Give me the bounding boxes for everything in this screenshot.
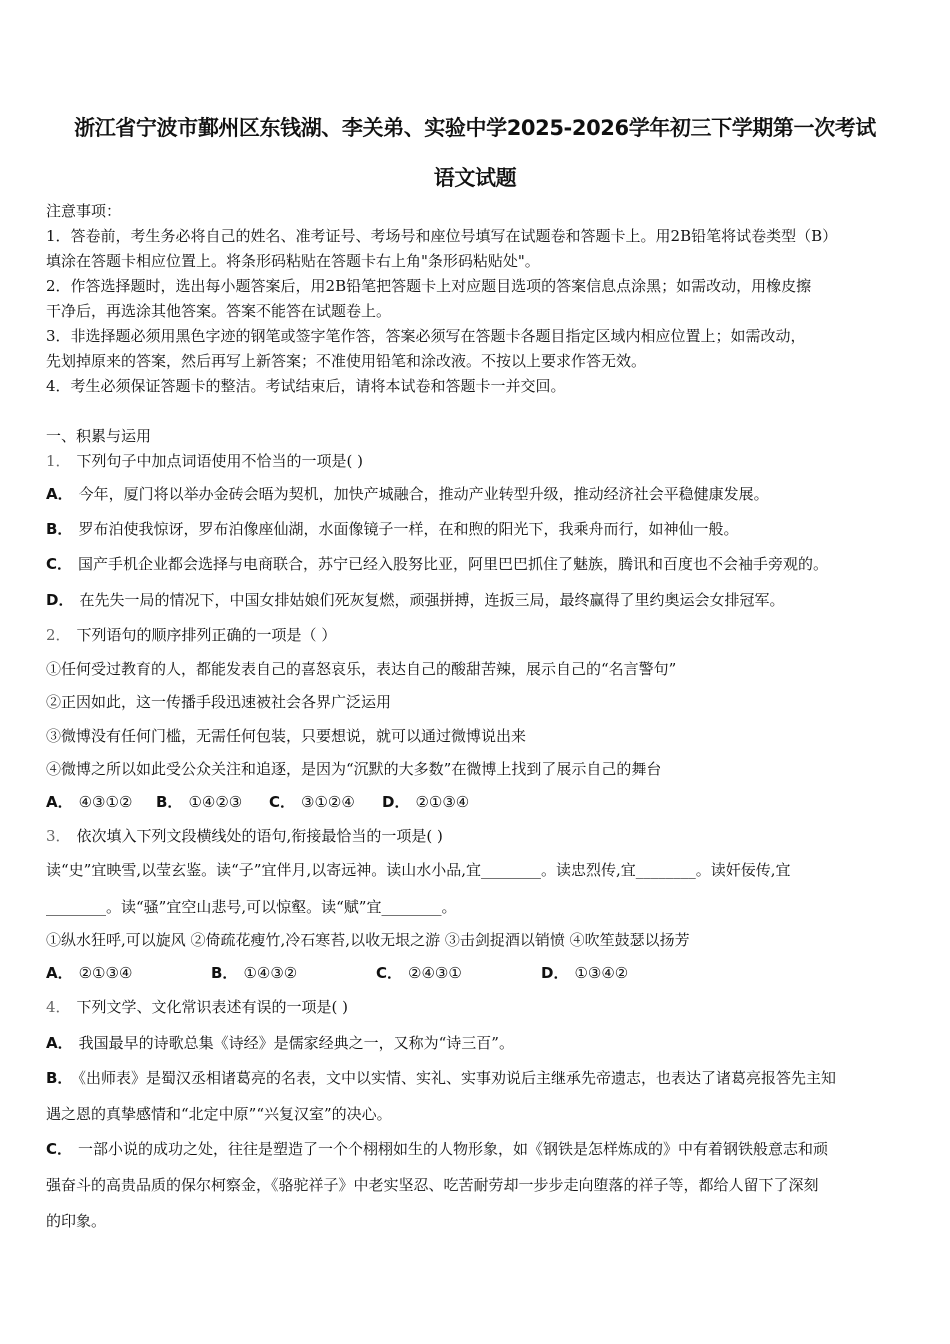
- option-label: B．: [211, 964, 238, 982]
- question-text: 下列语句的顺序排列正确的一项是（ ）: [76, 626, 337, 644]
- question-text: 下列文学、文化常识表述有误的一项是( ): [76, 998, 349, 1016]
- q2-options: [46, 792, 908, 812]
- option-text: ③①②④: [301, 793, 355, 811]
- option-text: 我国最早的诗歌总集《诗经》是儒家经典之一，又称为“诗三百”。: [78, 1034, 514, 1052]
- q2-option-d: [382, 792, 469, 812]
- q3-option-b: [211, 963, 376, 983]
- notice-line: 2．作答选择题时，选出每小题答案后，用2B铅笔把答题卡上对应题目选项的答案信息点涂黑；如需改动，用橡皮擦: [46, 277, 812, 295]
- exam-title-line1: 浙江省宁波市鄞州区东钱湖、李关弟、实验中学2025-2026学年初三下学期第一次考试: [74, 116, 876, 140]
- q3-choices: ①纵水狂呼,可以旋风 ②倚疏花瘦竹,冷石寒苔,以收无垠之游 ③击剑捉酒以销愤 ④吹笙鼓瑟以扬芳: [46, 931, 690, 949]
- q1-option-a: [46, 484, 908, 504]
- q3-option-c: [376, 963, 541, 983]
- option-label: B．: [46, 1069, 73, 1087]
- option-label: D．: [541, 964, 569, 982]
- option-label: A．: [46, 1034, 73, 1052]
- q4-option-c: [46, 1139, 908, 1159]
- option-text: ①③④②: [574, 964, 629, 982]
- option-label: D．: [46, 591, 74, 609]
- question-2-stem: [46, 625, 908, 645]
- q4-option-a: [46, 1033, 908, 1053]
- option-text: ②④③①: [408, 964, 462, 982]
- notice-line: 干净后，再选涂其他答案。答案不能答在试题卷上。: [46, 302, 392, 320]
- question-number: 4．: [46, 998, 71, 1016]
- question-4-stem: [46, 997, 908, 1017]
- q2-item: ③微博没有任何门槛，无需任何包装，只要想说，就可以通过微博说出来: [46, 727, 527, 745]
- question-number: 2．: [46, 626, 71, 644]
- q3-option-a: [46, 963, 211, 983]
- option-label: C．: [269, 793, 296, 811]
- q3-options: [46, 963, 908, 983]
- q4-option-c-cont: 的印象。: [46, 1212, 107, 1230]
- q2-item: ②正因如此，这一传播手段迅速被社会各界广泛运用: [46, 693, 392, 711]
- option-text: 国产手机企业都会选择与电商联合，苏宁已经入股努比亚，阿里巴巴抓住了魅族，腾讯和百度也不会袖手旁观的。: [78, 555, 829, 573]
- option-label: B．: [46, 520, 73, 538]
- question-number: 1．: [46, 452, 71, 470]
- notice-heading: 注意事项：: [46, 202, 122, 220]
- option-text: 一部小说的成功之处，往往是塑造了一个个栩栩如生的人物形象，如《钢铁是怎样炼成的》中有着钢铁般意志和顽: [78, 1140, 829, 1158]
- option-text: ②①③④: [78, 964, 133, 982]
- q1-option-d: [46, 590, 908, 610]
- notice-line: 填涂在答题卡相应位置上。将条形码粘贴在答题卡右上角"条形码粘贴处"。: [46, 252, 540, 270]
- option-text: 在先失一局的情况下，中国女排姑娘们死灰复燃，顽强拼搏，连扳三局，最终赢得了里约奥运会女排冠军。: [79, 591, 785, 609]
- question-text: 依次填入下列文段横线处的语句,衔接最恰当的一项是( ): [76, 827, 443, 845]
- option-label: D．: [382, 793, 410, 811]
- q4-option-c-cont: 强奋斗的高贵品质的保尔柯察金，《骆驼祥子》中老实坚忍、吃苦耐劳却一步步走向堕落的祥子等，都给人留下了深刻: [46, 1176, 819, 1194]
- option-label: A．: [46, 964, 73, 982]
- q2-option-a: [46, 792, 156, 812]
- q2-item: ①任何受过教育的人，都能发表自己的喜怒哀乐，表达自己的酸甜苦辣，展示自己的“名言警句”: [46, 660, 677, 678]
- q4-option-b: [46, 1068, 908, 1088]
- option-text: ②①③④: [415, 793, 470, 811]
- option-text: ④③①②: [78, 793, 133, 811]
- q2-item: ④微博之所以如此受公众关注和追逐，是因为“沉默的大多数”在微博上找到了展示自己的舞台: [46, 760, 662, 778]
- option-text: 罗布泊使我惊讶，罗布泊像座仙湖，水面像镜子一样，在和煦的阳光下，我乘舟而行，如神仙一般。: [78, 520, 739, 538]
- question-number: 3．: [46, 827, 71, 845]
- question-text: 下列句子中加点词语使用不恰当的一项是( ): [76, 452, 364, 470]
- question-1-stem: [46, 451, 908, 471]
- option-text: 今年，厦门将以举办金砖会晤为契机，加快产城融合，推动产业转型升级，推动经济社会平稳健康发展。: [78, 485, 769, 503]
- option-text: ①④③②: [243, 964, 298, 982]
- option-label: C．: [376, 964, 403, 982]
- q2-option-c: [269, 792, 382, 812]
- q1-option-c: [46, 554, 908, 574]
- option-label: A．: [46, 793, 73, 811]
- notice-line: 3．非选择题必须用黑色字迹的钢笔或签字笔作答，答案必须写在答题卡各题目指定区域内相应位置上；如需改动，: [46, 327, 806, 345]
- q3-passage-line: ________。读“骚”宜空山悲号,可以惊壑。读“赋”宜________。: [46, 898, 457, 916]
- option-text: ①④②③: [188, 793, 243, 811]
- q3-option-d: [541, 963, 628, 983]
- notice-line: 1．答卷前，考生务必将自己的姓名、准考证号、考场号和座位号填写在试题卷和答题卡上。用2B铅笔将试卷类型（B）: [46, 227, 838, 245]
- option-label: C．: [46, 555, 73, 573]
- notice-line: 4．考生必须保证答题卡的整洁。考试结束后，请将本试卷和答题卡一并交回。: [46, 377, 566, 395]
- q3-passage-line: 读“史”宜映雪,以莹玄鉴。读“子”宜伴月,以寄远神。读山水小品,宜________。读忠烈传,宜________。读奸佞传,宜: [46, 861, 791, 879]
- section-heading: 一、积累与运用: [46, 427, 152, 445]
- option-text: 《出师表》是蜀汉丞相诸葛亮的名表，文中以实情、实礼、实事劝说后主继承先帝遗志，也表达了诸葛亮报答先主知: [78, 1069, 836, 1087]
- option-label: C．: [46, 1140, 73, 1158]
- q2-option-b: [156, 792, 269, 812]
- q1-option-b: [46, 519, 908, 539]
- option-label: A．: [46, 485, 73, 503]
- q4-option-b-cont: 遇之恩的真挚感情和“北定中原”“兴复汉室”的决心。: [46, 1105, 392, 1123]
- option-label: B．: [156, 793, 183, 811]
- notice-line: 先划掉原来的答案，然后再写上新答案；不准使用铅笔和涂改液。不按以上要求作答无效。: [46, 352, 647, 370]
- exam-title-line2: 语文试题: [433, 166, 517, 190]
- question-3-stem: [46, 826, 908, 846]
